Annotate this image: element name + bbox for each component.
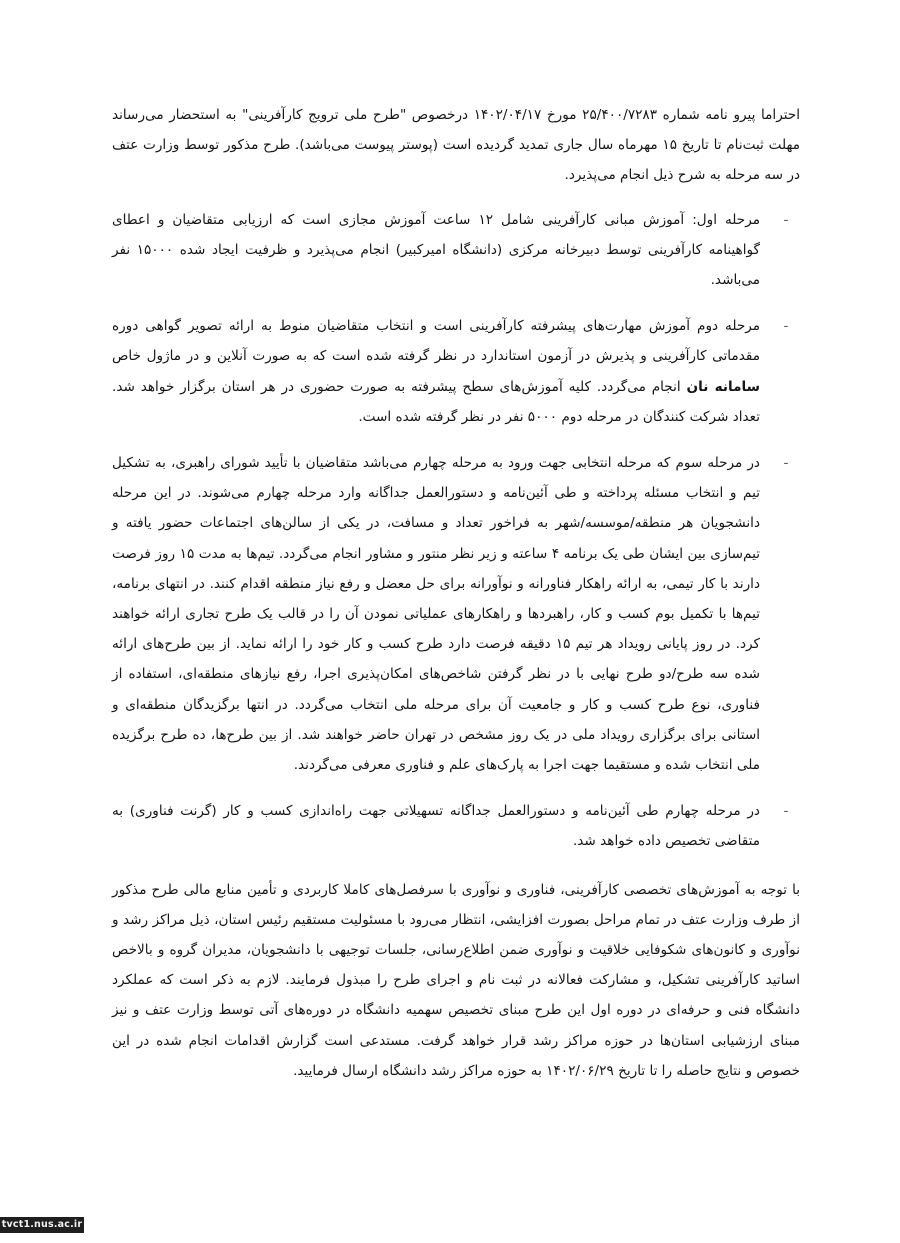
list-item (112, 796, 800, 856)
stage-two-text-after: انجام می‌گردد. کلیه آموزش‌های سطح پیشرفته به صورت حضوری در هر استان برگزار خواهد شد. تعداد شرکت کنندگان در مرحله دوم ۵۰۰۰ نفر در نظر گرفته شده است. (112, 378, 760, 425)
bullet-marker: - (783, 318, 789, 335)
bullet-marker: - (783, 803, 789, 820)
letter-body (112, 100, 800, 1086)
list-item (112, 311, 800, 432)
bullet-marker: - (783, 211, 789, 228)
stage-two-bold-term: سامانه نان (686, 378, 760, 395)
stage-four-text: در مرحله چهارم طی آئین‌نامه و دستورالعمل جداگانه تسهیلاتی جهت راه‌اندازی کسب و کار (گرنت فناوری) به متقاضی تخصیص داده خواهد شد. (112, 803, 760, 850)
site-url-badge: tvct1.nus.ac.ir (0, 1217, 84, 1233)
stage-three-text: در مرحله سوم که مرحله انتخابی جهت ورود به مرحله چهارم می‌باشد متقاضیان با تأیید شورای راهبری، به تشکیل تیم و انتخاب مسئله پرداخته و طی آئین‌نامه و دستورالعمل جداگانه وارد مرحله چهارم می‌شوند. در این مرحله دانشجویان هر منطقه/موسسه/شهر به فراخور تعداد و مسافت، در یکی از سالن‌های اجتماعات حضور یافته و تیم‌سازی بین ایشان طی یک برنامه ۴ ساعته و زیر نظر منتور و مشاور انجام می‌گردد. تیم‌ها به مدت ۱۵ روز فرصت دارند با کار تیمی، به ارائه راهکار فناورانه و نوآورانه برای حل معضل و رفع نیاز منطقه اقدام کنند. در انتهای برنامه، تیم‌ها با تکمیل بوم کسب و کار، راهبردها و راهکارهای عملیاتی نمودن آن را در قالب یک طرح تجاری ارائه خواهند کرد. در روز پایانی رویداد هر تیم ۱۵ دقیقه فرصت دارد طرح کسب و کار خود را ارائه نماید. از بین طرح‌های ارائه شده سه طرح/دو طرح نهایی با در نظر گرفتن شاخص‌های امکان‌پذیری اجرا، رفع نیازهای منطقه‌ای، استفاده از فناوری، نوع طرح کسب و کار و جامعیت آن برای مرحله ملی انتخاب می‌گردد. در انتها برگزیدگان منطقه‌ای و استانی برای برگزاری رویداد ملی در یک روز مشخص در تهران حاضر خواهند شد. از بین طرح‌ها، ده طرح برگزیده ملی انتخاب شده و مستقیما جهت اجرا به پارک‌های علم و فناوری معرفی می‌گردند. (112, 455, 760, 774)
stages-list (112, 205, 800, 857)
bullet-marker: - (783, 455, 789, 472)
stage-one-text: مرحله اول: آموزش مبانی کارآفرینی شامل ۱۲ ساعت آموزش مجازی است که ارزیابی متقاضیان و اعطای گواهینامه کارآفرینی توسط دبیرخانه مرکزی (دانشگاه امیرکبیر) انجام می‌پذیرد و ظرفیت ایجاد شده ۱۵۰۰۰ نفر می‌باشد. (112, 211, 760, 289)
stage-two-text-before: مرحله دوم آموزش مهارت‌های پیشرفته کارآفرینی است و انتخاب متقاضیان منوط به ارائه تصویر گواهی دوره مقدماتی کارآفرینی و پذیرش در آزمون استاندارد در نظر گرفته شده است که به صورت آنلاین و در ماژول خاص (112, 318, 760, 365)
list-item (112, 448, 800, 780)
intro-paragraph: احتراما پیرو نامه شماره ۲۵/۴۰۰/۷۲۸۳ مورخ ۱۴۰۲/۰۴/۱۷ درخصوص "طرح ملی ترویج کارآفرینی" به استحضار می‌رساند مهلت ثبت‌نام تا تاریخ ۱۵ مهرماه سال جاری تمدید گردیده است (پوستر پیوست می‌باشد). طرح مذکور توسط وزارت عتف در سه مرحله به شرح ذیل انجام می‌پذیرد. (112, 107, 800, 184)
closing-paragraph: با توجه به آموزش‌های تخصصی کارآفرینی، فناوری و نوآوری با سرفصل‌های کاملا کاربردی و تأمین منابع مالی طرح مذکور از طرف وزارت عتف در تمام مراحل بصورت افزایشی، انتظار می‌رود با مسئولیت مستقیم رئیس استان، ذیل مراکز رشد و نوآوری و کانون‌های شکوفایی خلاقیت و نوآوری ضمن اطلاع‌رسانی، جلسات توجیهی با دانشجویان، مدیران گروه و بالاخص اساتید کارآفرینی تشکیل، و مشارکت فعالانه در ثبت نام و اجرای طرح را مبذول فرمایند. لازم به ذکر است که عملکرد دانشگاه فنی و حرفه‌ای در دوره اول این طرح مبنای تخصیص سهمیه دانشگاه در دوره‌های آتی توسط وزارت عتف و نیز مبنای ارزشیابی استان‌ها در حوزه مراکز رشد قرار خواهد گرفت. مستدعی است گزارش اقدامات انجام شده در این خصوص و نتایج حاصله را تا تاریخ ۱۴۰۲/۰۶/۲۹ به حوزه مراکز رشد دانشگاه ارسال فرمایید. (112, 881, 800, 1079)
list-item (112, 205, 800, 296)
